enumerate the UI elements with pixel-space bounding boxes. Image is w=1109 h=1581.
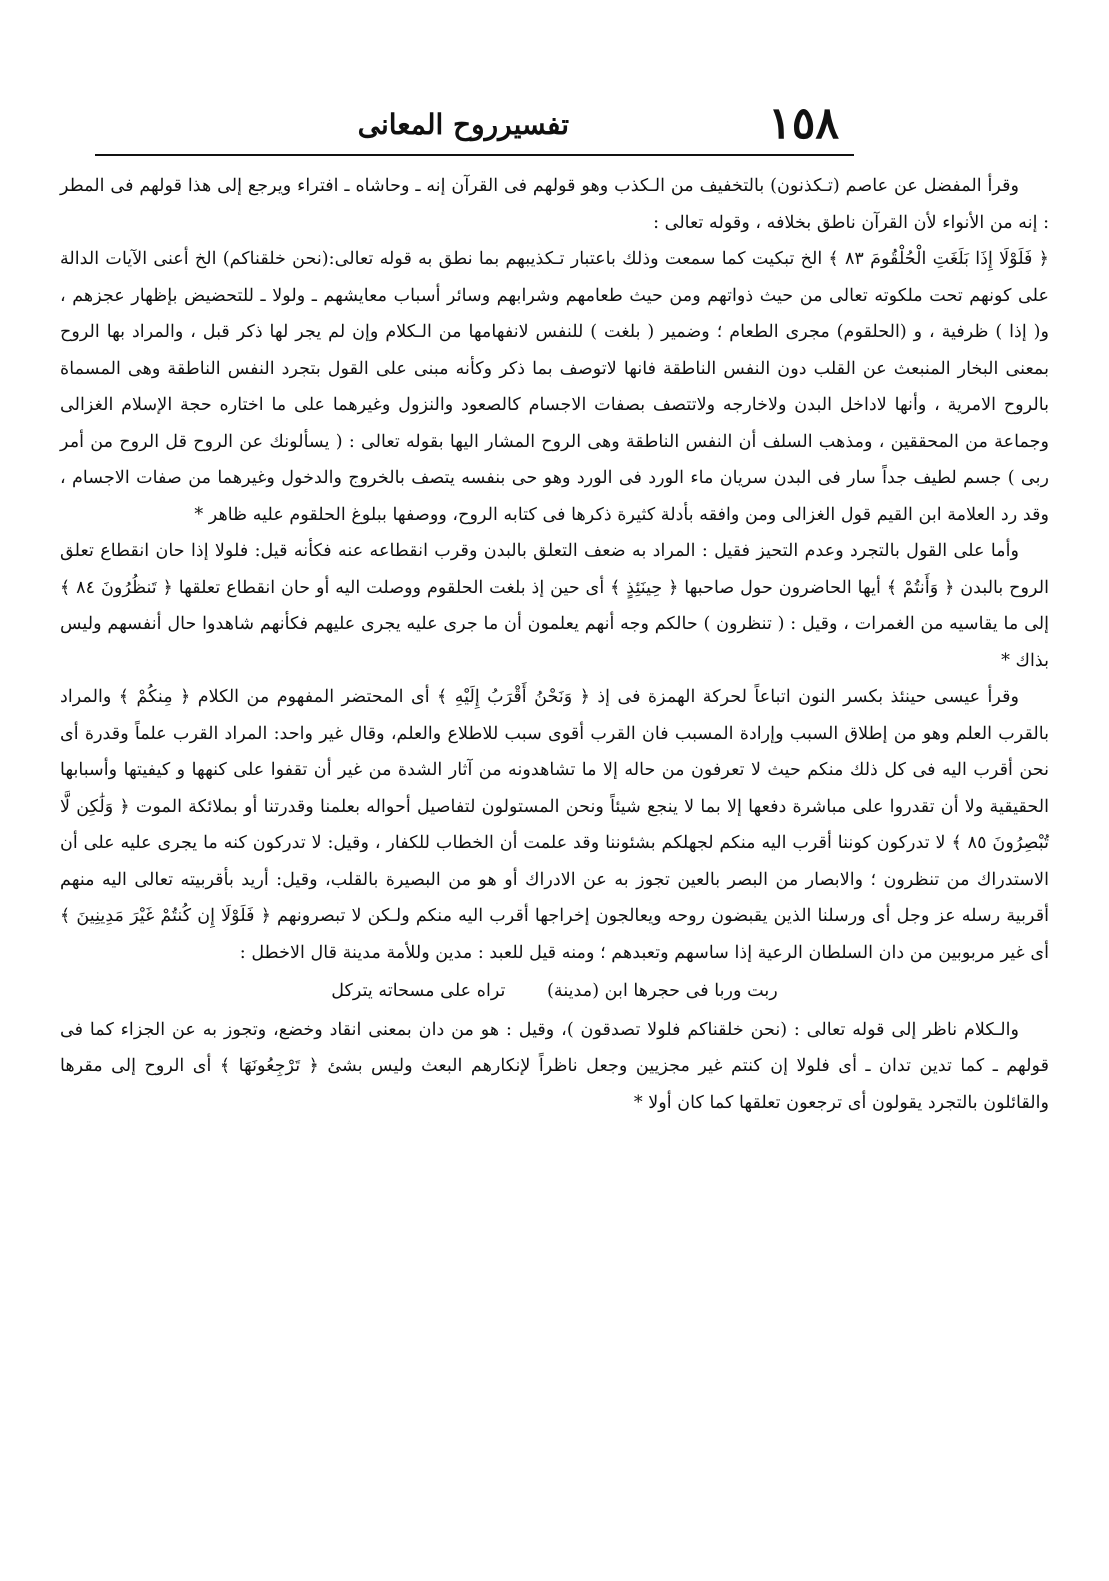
header-rule xyxy=(230,154,854,156)
poetry-verse xyxy=(60,971,1049,1012)
paragraph: ﴿ فَلَوْلَا إِذَا بَلَغَتِ الْحُلْقُومَ ٨٣ ﴾ الخ تبكيت كما سمعت وذلك باعتبار تـكذيبهم بما نطق به قوله تعالى:(نحن خلقناكم) الخ أعنى الآيات الدالة على كونهم تحت ملكوته تعالى من حيث ذواتهم ومن حيث طعامهم وشرابهم وسائر أسباب معايشهم ـ ولولا ـ للتحضيض بإظهار عجزهم ، و( إذا ) ظرفية ، و (الحلقوم) مجرى الطعام ؛ وضمير ( بلغت ) للنفس لانفهامها من الـكلام وإن لم يجر لها ذكر قبل ، والمراد بها الروح بمعنى البخار المنبعث عن القلب دون النفس الناطقة فانها لاتوصف بما ذكر وكأنه مبنى على القول بتجرد النفس الناطقة وهى المسماة بالروح الامرية ، وأنها لاداخل البدن ولاخارجه ولاتتصف بصفات الاجسام كالصعود والنزول وغيرهما على ما اختاره حجة الإسلام الغزالى وجماعة من المحققين ، ومذهب السلف أن النفس الناطقة وهى الروح المشار اليها بقوله تعالى : ( يسألونك عن الروح قل الروح من أمر ربى ) جسم لطيف جداً سار فى البدن سريان ماء الورد فى الورد وهو حى بنفسه يتصف بالخروج والدخول وغيرهما من صفات الاجسام ، وقد رد العلامة ابن القيم قول الغزالى ومن وافقه بأدلة كثيرة ذكرها فى كتابه الروح، ووصفها ببلوغ الحلقوم عليه ظاهر * xyxy=(60,249,1049,525)
paragraph: وقرأ المفضل عن عاصم (تـكذنون) بالتخفيف من الـكذب وهو قولهم فى القرآن إنه ـ وحاشاه ـ افتراء ويرجع إلى هذا قولهم فى المطر : إنه من الأنواء لأن القرآن ناطق بخلافه ، وقوله تعالى : xyxy=(60,176,1049,233)
page-header xyxy=(40,88,1069,154)
paragraph: وقرأ عيسى حينئذ بكسر النون اتباعاً لحركة الهمزة فى إذ ﴿ وَنَحْنُ أَقْرَبُ إِلَيْهِ ﴾ أى المحتضر المفهوم من الكلام ﴿ مِنكُمْ ﴾ والمراد بالقرب العلم وهو من إطلاق السبب وإرادة المسبب فان القرب أقوى سبب للاطلاع والعلم، وقال غير واحد: المراد القرب علماً وقدرة أى نحن أقرب اليه فى كل ذلك منكم حيث لا تعرفون من حاله إلا ما تشاهدونه من آثار الشدة من غير أن تقفوا على كنهها و كيفيتها وأسبابها الحقيقية ولا أن تقدروا على مباشرة دفعها إلا بما لا ينجع شيئاً ونحن المستولون لتفاصيل أحواله بعلمنا وقدرتنا أو بملائكة الموت ﴿ وَلَٰكِن لَّا تُبْصِرُونَ ٨٥ ﴾ لا تدركون كوننا أقرب اليه منكم لجهلكم بشئوننا وقد علمت أن الخطاب للكفار ، وقيل: لا تدركون كنه ما يجرى عليه على أن الاستدراك من تنظرون ؛ والابصار من البصر بالعين تجوز به عن الادراك أو هو من البصيرة بالقلب، وقيل: أريد بأقربيته تعالى اليه منهم أقربية رسله عز وجل أى ورسلنا الذين يقبضون روحه ويعالجون إخراجها أقرب اليه منكم ولـكن لا تبصرونهم ﴿ فَلَوْلَا إِن كُنتُمْ غَيْرَ مَدِينِينَ ﴾ أى غير مربوبين من دان السلطان الرعية إذا ساسهم وتعبدهم ؛ ومنه قيل للعبد : مدين وللأمة مدينة قال الاخطل : xyxy=(60,687,1050,963)
paragraph: وأما على القول بالتجرد وعدم التحيز فقيل : المراد به ضعف التعلق بالبدن وقرب انقطاعه عنه فكأنه قيل: فلولا إذا حان انقطاع تعلق الروح بالبدن ﴿ وَأَنتُمْ ﴾ أيها الحاضرون حول صاحبها ﴿ حِينَئِذٍ ﴾ أى حين إذ بلغت الحلقوم ووصلت اليه أو حان انقطاع تعلقها ﴿ تَنظُرُونَ ٨٤ ﴾ إلى ما يقاسيه من الغمرات ، وقيل : ( تنظرون ) حالكم وجه أنهم يعلمون أن ما جرى عليه يجرى عليهم فكأنهم شاهدوا حال أنفسهم وليس بذاك * xyxy=(60,541,1049,671)
body-text xyxy=(40,168,1069,1121)
running-title: تفسيرروح المعانى xyxy=(357,108,569,141)
header-rule-short xyxy=(95,154,234,156)
verse-hemistich-second: تراه على مسحاته يتركل xyxy=(331,981,506,1001)
paragraph: والـكلام ناظر إلى قوله تعالى : (نحن خلقناكم فلولا تصدقون )، وقيل : هو من دان بمعنى انقاد وخضع، وتجوز به عن الجزاء كما فى قولهم ـ كما تدين تدان ـ أى فلولا إن كنتم غير مجزيين وجعل ناظراً لإنكارهم البعث وليس بشئ ﴿ تَرْجِعُونَهَا ﴾ أى الروح إلى مقرها والقائلون بالتجرد يقولون أى ترجعون تعلقها كما كان أولا * xyxy=(60,1019,1049,1113)
page-number: ١٥٨ xyxy=(768,98,839,149)
verse-hemistich-first: ربت وربا فى حجرها ابن (مدينة) xyxy=(547,981,778,1001)
